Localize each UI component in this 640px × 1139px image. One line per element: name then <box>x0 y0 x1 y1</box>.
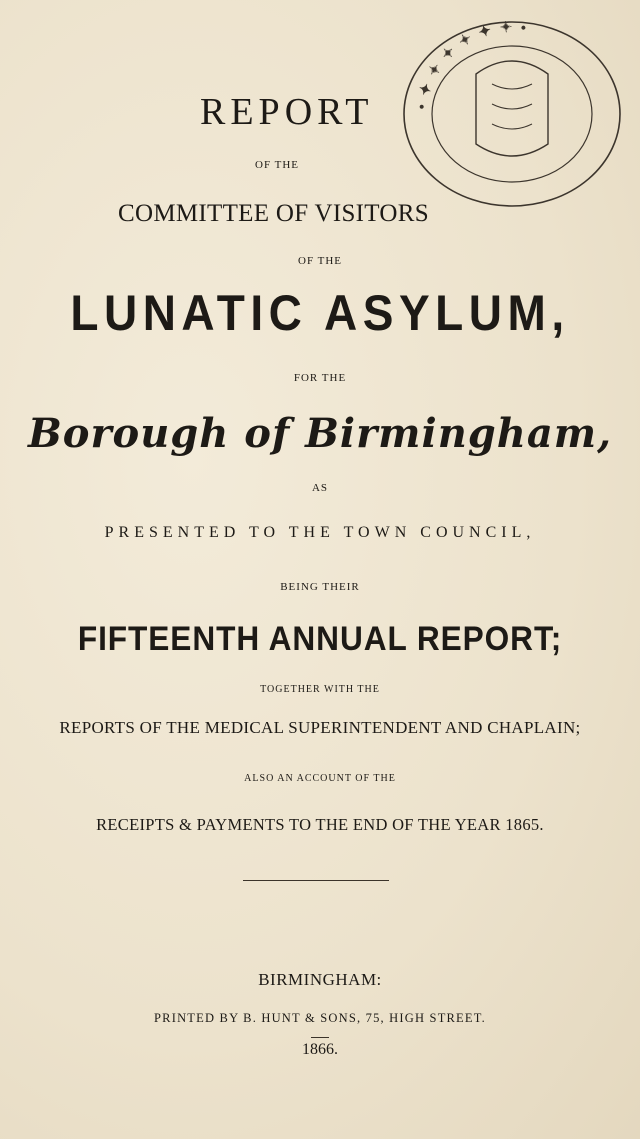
institution-heading: LUNATIC ASYLUM, <box>70 285 570 341</box>
of-the-text: OF THE <box>298 255 342 267</box>
presented-line: PRESENTED TO THE TOWN COUNCIL, <box>104 524 536 541</box>
library-seal-icon <box>396 14 628 212</box>
for-the-text: FOR THE <box>293 372 347 384</box>
short-divider-rule <box>311 1037 329 1038</box>
as-text: AS <box>311 482 329 494</box>
together-text: TOGETHER WITH THE <box>260 684 380 695</box>
divider-rule <box>243 880 389 881</box>
of-the-text: OF THE <box>255 159 299 171</box>
reports-line: REPORTS OF THE MEDICAL SUPERINTENDENT AND CHAPLAIN; <box>59 718 581 737</box>
also-text: ALSO AN ACCOUNT OF THE <box>244 773 396 784</box>
receipts-line: RECEIPTS & PAYMENTS TO THE END OF THE YEAR 1865. <box>96 815 544 834</box>
imprint-year: 1866. <box>302 1041 338 1058</box>
imprint-city: BIRMINGHAM: <box>258 970 382 989</box>
committee-heading: COMMITTEE OF VISITORS <box>118 200 429 227</box>
svg-text:• ✦ ✦ ✦ ✦ ✦ ✦ •: • ✦ ✦ ✦ ✦ ✦ ✦ • <box>414 19 529 111</box>
report-heading: REPORT <box>200 91 374 133</box>
imprint-printer: PRINTED BY B. HUNT & SONS, 75, HIGH STREET. <box>154 1011 486 1025</box>
being-their-text: BEING THEIR <box>280 581 360 593</box>
annual-report-heading: FIFTEENTH ANNUAL REPORT; <box>77 620 563 658</box>
borough-heading: Borough of Birmingham, <box>27 410 612 457</box>
